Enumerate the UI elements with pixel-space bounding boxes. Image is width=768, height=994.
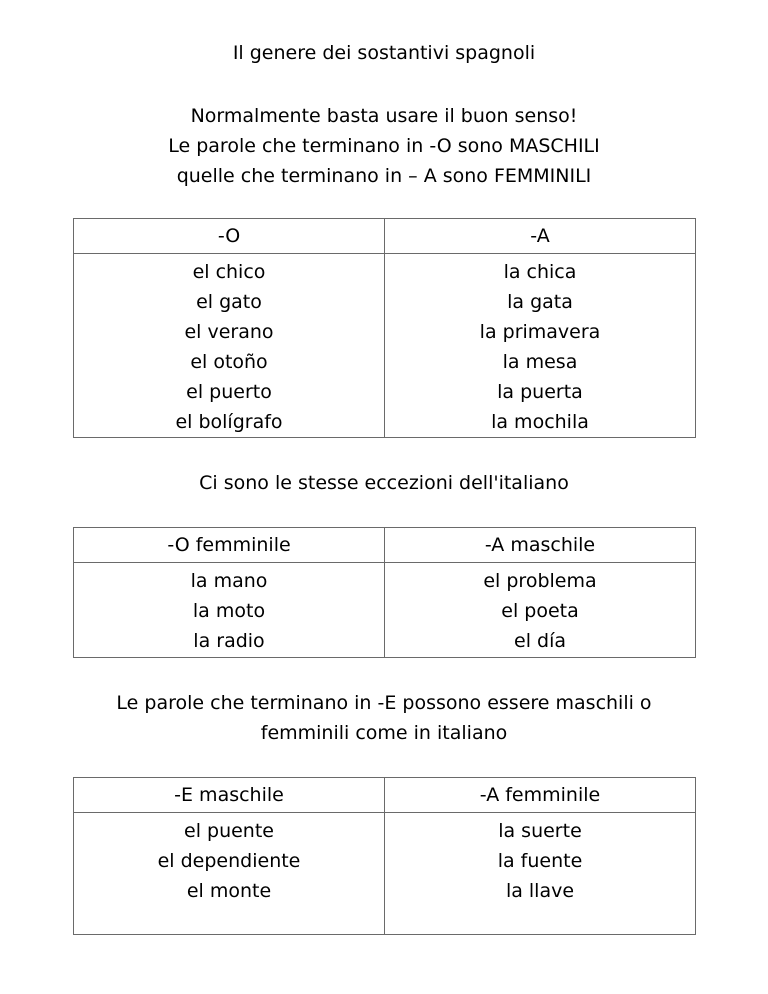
header-o-feminine: -O femminile	[74, 528, 385, 563]
o-feminine-list	[74, 563, 385, 658]
list-item: la fuente	[497, 850, 583, 872]
feminine-a-list	[385, 254, 696, 438]
e-masculine-list	[74, 813, 385, 935]
e-heading-line-1: Le parole che terminano in -E possono essere maschili o	[116, 692, 652, 714]
list-item: la puerta	[497, 381, 583, 403]
list-item: el poeta	[501, 600, 579, 622]
list-item: el puente	[184, 820, 274, 842]
e-heading-line-2: femminili come in italiano	[260, 722, 508, 744]
list-item: el monte	[186, 880, 272, 902]
list-item: el día	[514, 630, 566, 652]
table-exceptions	[73, 527, 696, 658]
table-row	[74, 563, 696, 658]
table-header-row	[74, 528, 696, 563]
list-item: la llave	[505, 880, 575, 902]
list-item: la radio	[193, 630, 265, 652]
list-item: el otoño	[190, 351, 268, 373]
list-item: la suerte	[498, 820, 582, 842]
header-o: -O	[74, 219, 385, 254]
list-item: la mano	[190, 570, 268, 592]
list-item: el bolígrafo	[175, 411, 283, 433]
page-title: Il genere dei sostantivi spagnoli	[232, 42, 536, 64]
list-item: el puerto	[186, 381, 272, 403]
list-item: el dependiente	[157, 850, 301, 872]
a-masculine-list	[385, 563, 696, 658]
table-header-row	[74, 778, 696, 813]
list-item: la mochila	[491, 411, 589, 433]
list-item: el gato	[196, 291, 262, 313]
table-row	[74, 813, 696, 935]
list-item: el chico	[192, 261, 266, 283]
intro-line-2: Le parole che terminano in -O sono MASCHILI	[168, 135, 600, 157]
list-item: la primavera	[479, 321, 601, 343]
intro-line-3: quelle che terminano in – A sono FEMMINILI	[176, 165, 592, 187]
header-e-masculine: -E maschile	[74, 778, 385, 813]
list-item: la chica	[503, 261, 577, 283]
table-header-row	[74, 219, 696, 254]
list-item: el verano	[184, 321, 274, 343]
header-a-masculine: -A maschile	[385, 528, 696, 563]
table-e	[73, 777, 696, 935]
header-a-feminine: -A femminile	[385, 778, 696, 813]
intro-line-1: Normalmente basta usare il buon senso!	[190, 105, 578, 127]
list-item: el problema	[483, 570, 597, 592]
a-feminine-list	[385, 813, 696, 935]
list-item: la moto	[192, 600, 266, 622]
list-item: la mesa	[502, 351, 578, 373]
list-item: la gata	[507, 291, 573, 313]
table-o-a	[73, 218, 696, 438]
exceptions-heading: Ci sono le stesse eccezioni dell'italiano	[199, 472, 569, 494]
masculine-o-list	[74, 254, 385, 438]
table-row	[74, 254, 696, 438]
header-a: -A	[385, 219, 696, 254]
